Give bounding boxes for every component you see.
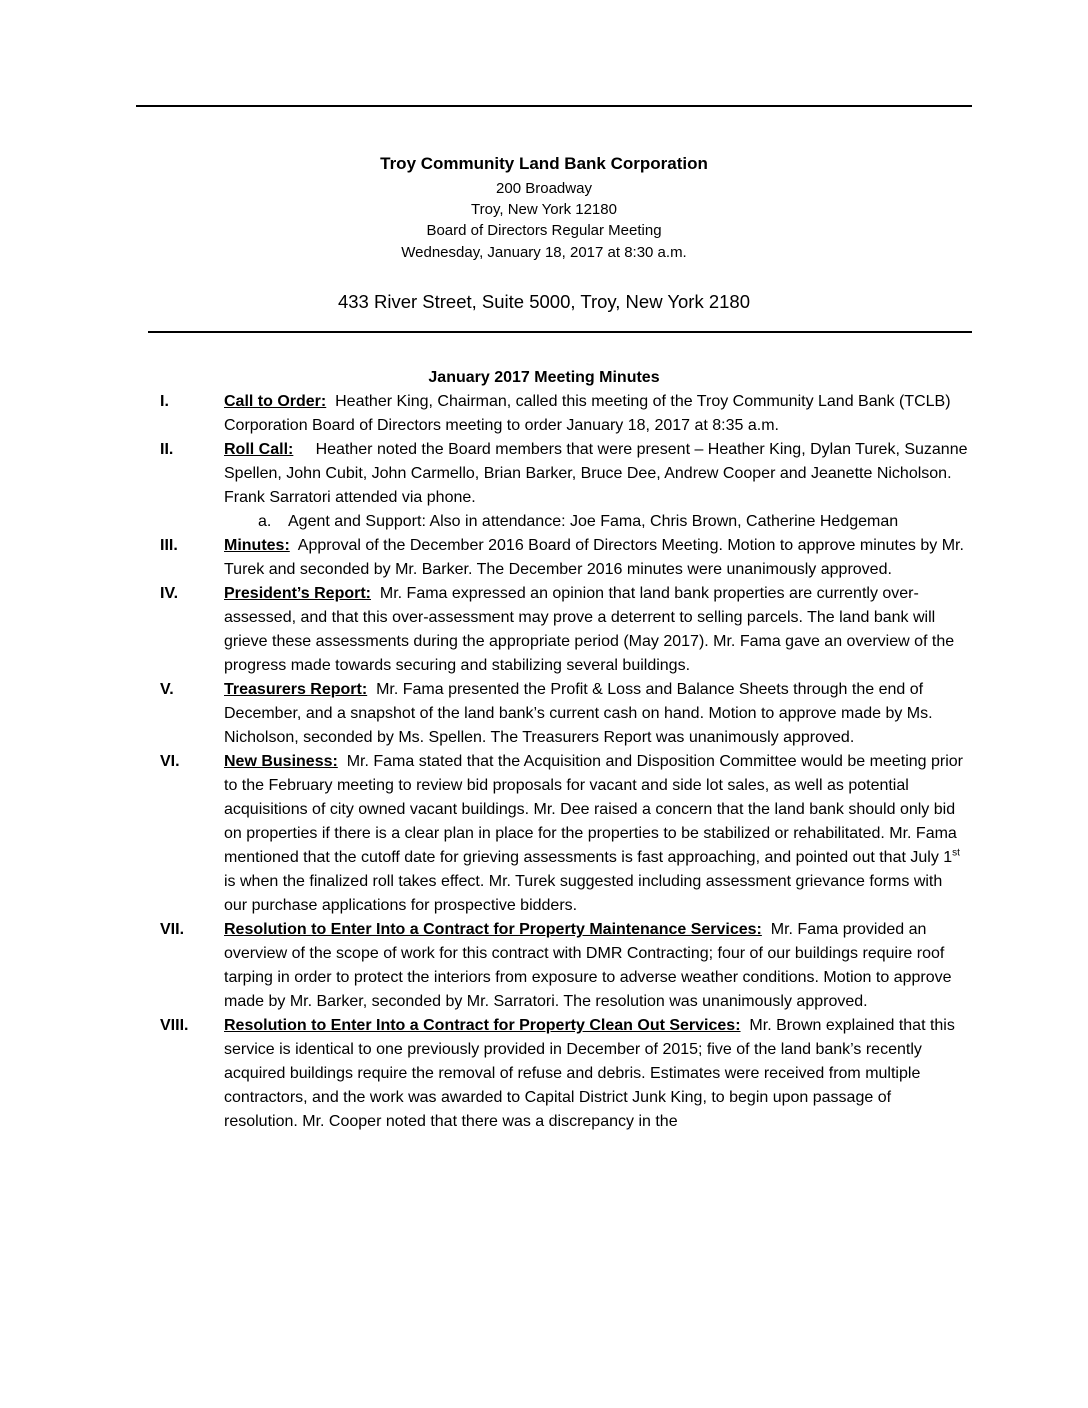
ordinal-suffix: st <box>952 847 960 859</box>
item-text: Mr. Fama presented the Profit & Loss and Balance Sheets through the end of December, and a snapshot of the land bank’s current cash on hand. Motion to approve made by Ms. Nicholson, seconded by Ms. Spellen. The Treasurers Report was unanimously approved. <box>224 681 933 746</box>
header-bottom-rule <box>148 331 972 333</box>
item-heading: Resolution to Enter Into a Contract for Property Maintenance Services: <box>224 921 762 938</box>
item-number: VI. <box>160 753 180 770</box>
organization-name: Troy Community Land Bank Corporation <box>380 154 708 173</box>
item-number: VIII. <box>160 1017 189 1034</box>
item-text: Heather noted the Board members that were present – Heather King, Dylan Turek, Suzanne Spellen, John Cubit, John Carmello, Brian Barker, Bruce Dee, Andrew Cooper and Jeanette Nicholson. Frank Sarratori attended via phone. <box>224 441 968 506</box>
item-number: III. <box>160 537 178 554</box>
top-rule <box>136 105 972 107</box>
agenda-item <box>160 918 968 1014</box>
item-heading: Resolution to Enter Into a Contract for Property Clean Out Services: <box>224 1017 741 1034</box>
item-text: Mr. Fama provided an overview of the scope of work for this contract with DMR Contracting; four of our buildings require roof tarping in order to protect the interiors from exposure to adverse weather conditions. Motion to approve made by Mr. Barker, seconded by Mr. Sarratori. The resolution was unanimously approved. <box>224 921 952 1010</box>
meeting-location: 433 River Street, Suite 5000, Troy, New York 2180 <box>337 291 751 312</box>
agenda-item <box>160 390 968 438</box>
item-heading: Call to Order: <box>224 393 327 410</box>
minutes-title: January 2017 Meeting Minutes <box>428 369 660 386</box>
address-line-1: 200 Broadway <box>496 180 592 197</box>
item-number: V. <box>160 681 174 698</box>
meeting-date: Wednesday, January 18, 2017 at 8:30 a.m. <box>401 244 687 261</box>
item-text: Approval of the December 2016 Board of Directors Meeting. Motion to approve minutes by Mr. Turek and seconded by Mr. Barker. The December 2016 minutes were unanimously approved. <box>224 537 964 578</box>
item-text: Mr. Brown explained that this service is identical to one previously provided in December of 2015; five of the land bank’s recently acquired buildings require the removal of refuse and debris. Estimates were received from multiple contractors, and the work was awarded to Capital District Junk King, to begin upon passage of resolution. Mr. Cooper noted that there was a discrepancy in the <box>224 1017 955 1130</box>
agenda-item <box>160 750 968 918</box>
item-heading: New Business: <box>224 753 338 770</box>
agenda-item <box>160 534 968 582</box>
agenda-item <box>160 582 968 678</box>
agenda-item <box>160 1014 968 1134</box>
agenda-item <box>160 678 968 750</box>
item-text: Mr. Fama stated that the Acquisition and Disposition Committee would be meeting prior to the February meeting to review bid proposals for vacant and side lot sales, as well as potential acquisitions of city owned vacant buildings. Mr. Dee raised a concern that the land bank should only bid on properties if there is a clear plan in place for the properties to be stabilized or rehabilitated. Mr. Fama mentioned that the cutoff date for grieving assessments is fast approaching, and pointed out that July 1 <box>224 753 964 866</box>
item-heading: Minutes: <box>224 537 290 554</box>
meeting-type: Board of Directors Regular Meeting <box>426 222 662 239</box>
item-text: Mr. Fama expressed an opinion that land bank properties are currently over-assessed, and that this over-assessment may prove a deterrent to selling parcels. The land bank will grieve these assessments during the appropriate period (May 2017). Mr. Fama gave an overview of the progress made towards securing and stabilizing several buildings. <box>224 585 955 674</box>
item-heading: Roll Call: <box>224 441 294 458</box>
item-number: I. <box>160 393 169 410</box>
subitem-letter: a. <box>258 513 272 530</box>
agenda-items <box>160 390 968 1134</box>
item-number: VII. <box>160 921 185 938</box>
item-text-continued: is when the finalized roll takes effect. Mr. Turek suggested including assessment grievance forms with our purchase applications for prospective bidders. <box>224 873 943 914</box>
item-heading: Treasurers Report: <box>224 681 368 698</box>
item-number: II. <box>160 441 174 458</box>
item-text: Heather King, Chairman, called this meeting of the Troy Community Land Bank (TCLB) Corporation Board of Directors meeting to order January 18, 2017 at 8:35 a.m. <box>224 393 951 434</box>
address-line-2: Troy, New York 12180 <box>471 201 617 218</box>
item-number: IV. <box>160 585 179 602</box>
agenda-subitem <box>160 510 968 534</box>
item-heading: President’s Report: <box>224 585 371 602</box>
subitem-text: Agent and Support: Also in attendance: Joe Fama, Chris Brown, Catherine Hedgeman <box>288 513 899 530</box>
agenda-item <box>160 438 968 510</box>
